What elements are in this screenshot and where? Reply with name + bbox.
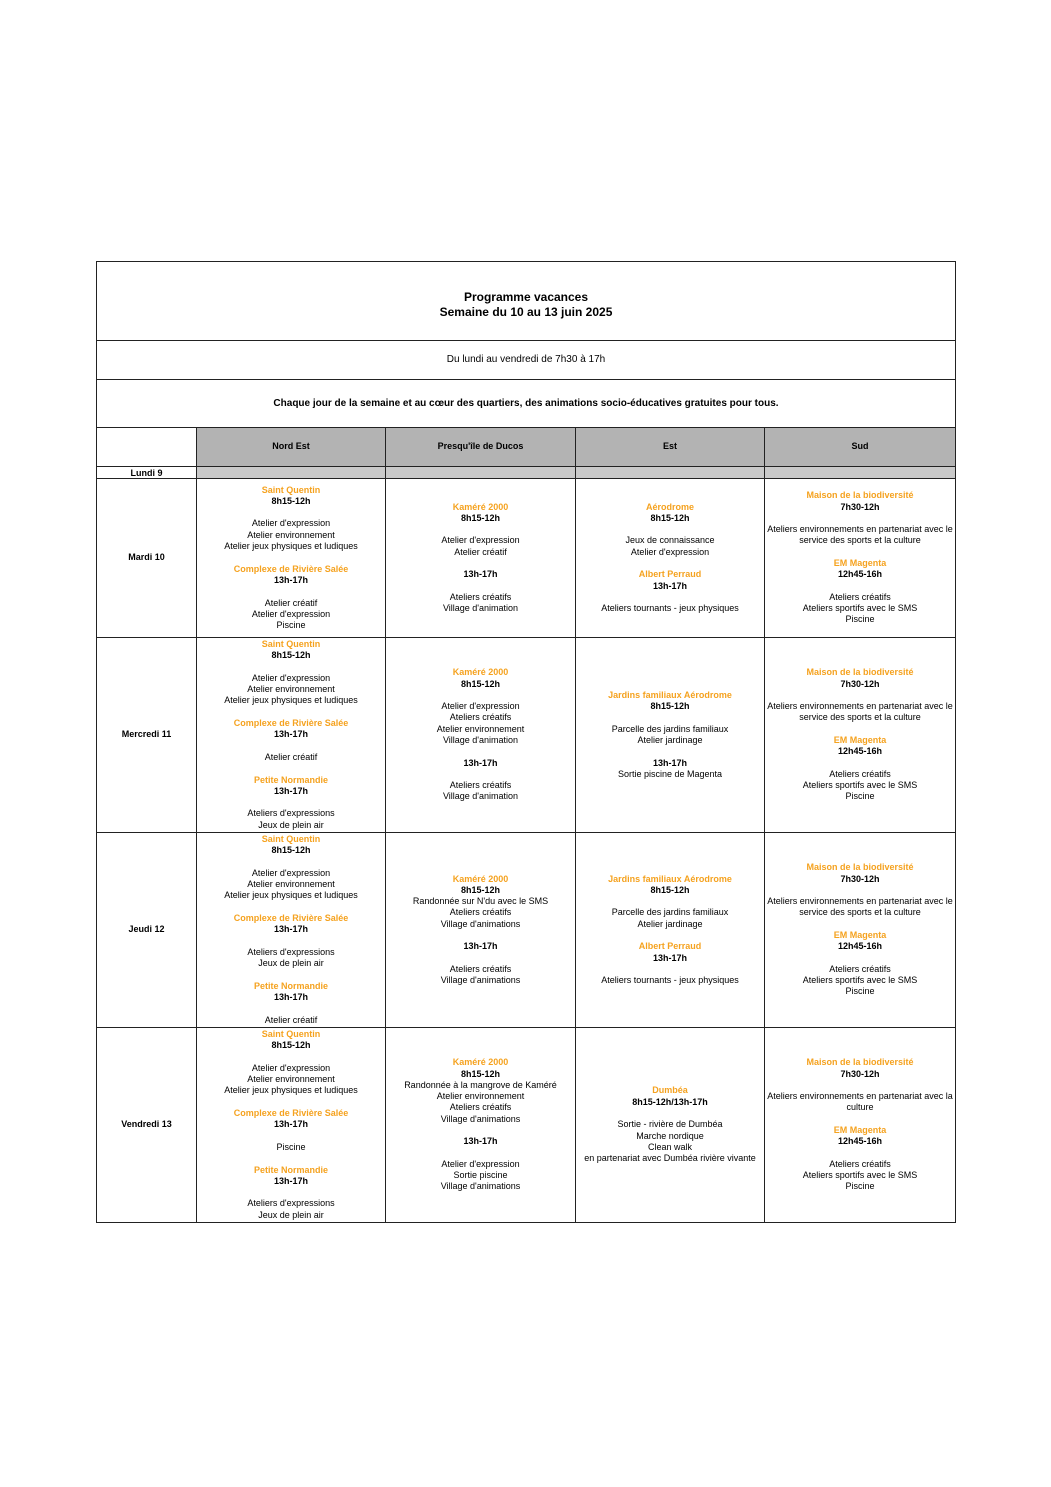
location-name: Albert Perraud <box>638 941 702 952</box>
location-name: Saint Quentin <box>261 484 321 495</box>
activity-item: Village d'animations <box>440 1113 521 1124</box>
schedule-cell-sud <box>765 479 956 638</box>
activity-item: Ateliers sportifs avec le SMS <box>802 780 918 791</box>
spacer <box>197 1003 385 1014</box>
spacer <box>765 581 955 592</box>
title-block <box>97 262 956 341</box>
location-name: EM Magenta <box>833 930 887 940</box>
activity-item: Atelier créatif <box>264 597 318 608</box>
activity-item: Ateliers environnements en partenariat avec le service des sports et la culture <box>767 524 953 546</box>
day-row-mercredi <box>97 638 956 833</box>
schedule-cell-sud <box>765 833 956 1028</box>
activity-item: Jeux de connaissance <box>625 535 715 546</box>
spacer <box>765 885 955 896</box>
location-name: EM Magenta <box>833 558 887 568</box>
spacer <box>386 769 575 780</box>
activity-item: Marche nordique <box>636 1130 704 1141</box>
spacer <box>197 1153 385 1164</box>
spacer <box>576 1108 764 1119</box>
location-name: Maison de la biodiversité <box>806 1057 914 1068</box>
day-row-lundi <box>97 467 956 479</box>
spacer <box>765 513 955 524</box>
spacer <box>197 936 385 947</box>
spacer <box>576 558 764 569</box>
time-slot: 13h-17h <box>463 941 498 952</box>
day-label: Mercredi 11 <box>97 638 197 833</box>
location-name: Aérodrome <box>645 501 694 512</box>
time-slot: 13h-17h <box>273 729 308 740</box>
time-slot: 12h45-16h <box>837 746 883 757</box>
spacer <box>386 524 575 535</box>
schedule-cell-est <box>576 467 765 479</box>
time-slot: 8h15-12h <box>460 512 501 523</box>
schedule-cell-ducos <box>386 1028 576 1223</box>
time-slot: 8h15-12h <box>271 495 311 506</box>
spacer <box>197 707 385 718</box>
spacer <box>197 1187 385 1198</box>
location-name: Saint Quentin <box>261 638 321 649</box>
activity-item: Atelier d'expression <box>441 535 520 546</box>
spacer <box>386 690 575 701</box>
location-name: Maison de la biodiversité <box>806 667 914 678</box>
location-name: Saint Quentin <box>261 833 321 844</box>
time-slot: 13h-17h <box>273 1119 308 1130</box>
schedule-cell-nord-est <box>197 833 386 1028</box>
location-name: Complexe de Rivière Salée <box>233 563 349 574</box>
day-row-jeudi <box>97 833 956 1028</box>
spacer <box>197 552 385 563</box>
time-slot: 13h-17h <box>273 924 308 935</box>
activity-item: Atelier d'expression <box>441 1158 520 1169</box>
activity-item: Piscine <box>845 1181 875 1192</box>
schedule-cell-nord-est <box>197 479 386 638</box>
location-name: Dumbéa <box>652 1085 688 1096</box>
activity-item: Atelier environnement <box>247 529 335 540</box>
time-slot: 13h-17h <box>273 785 308 796</box>
spacer <box>765 547 955 558</box>
schedule-cell-nord-est <box>197 638 386 833</box>
spacer <box>197 902 385 913</box>
spacer <box>576 712 764 723</box>
activity-item: Atelier jeux physiques et ludiques <box>224 541 358 552</box>
location-name: EM Magenta <box>833 735 887 745</box>
spacer <box>765 919 955 930</box>
activity-item: Ateliers environnements en partenariat avec la culture <box>767 1091 953 1113</box>
schedule-cell-sud <box>765 1028 956 1223</box>
activity-item: Ateliers créatifs <box>829 591 891 602</box>
spacer <box>765 953 955 964</box>
corner-cell <box>97 428 197 467</box>
time-slot: 7h30-12h <box>840 1068 880 1079</box>
time-slot: 13h-17h <box>273 992 308 1003</box>
time-slot: 8h15-12h <box>650 512 690 523</box>
location-name: EM Magenta <box>833 1125 887 1135</box>
activity-item: Ateliers sportifs avec le SMS <box>802 975 918 986</box>
location-name: Kaméré 2000 <box>452 501 509 512</box>
location-name: Albert Perraud <box>638 569 702 580</box>
opening-hours: Du lundi au vendredi de 7h30 à 17h <box>97 341 956 380</box>
column-header-nord-est: Nord Est <box>197 428 386 467</box>
spacer <box>386 581 575 592</box>
time-slot: 13h-17h <box>652 757 687 768</box>
activity-item: Sortie - rivière de Dumbéa <box>617 1119 723 1130</box>
activity-item: Atelier d'expression <box>630 546 710 557</box>
activity-item: Ateliers d'expressions <box>247 946 335 957</box>
location-name: Petite Normandie <box>253 774 329 785</box>
activity-item: Piscine <box>276 1141 306 1152</box>
day-label: Mardi 10 <box>97 479 197 638</box>
activity-item: Atelier jeux physiques et ludiques <box>224 1085 358 1096</box>
time-slot: 8h15-12h <box>460 1068 501 1079</box>
spacer <box>765 724 955 735</box>
day-label: Jeudi 12 <box>97 833 197 1028</box>
time-slot: 12h45-16h <box>837 1136 883 1147</box>
spacer <box>386 930 575 941</box>
schedule-cell-sud <box>765 467 956 479</box>
time-slot: 8h15-12h <box>650 884 690 895</box>
spacer <box>576 592 764 603</box>
column-header-sud: Sud <box>765 428 956 467</box>
activity-item: Ateliers sportifs avec le SMS <box>802 603 918 614</box>
activity-item: Ateliers créatifs <box>449 1102 512 1113</box>
activity-item: Atelier jardinage <box>637 735 703 745</box>
location-name: Complexe de Rivière Salée <box>233 718 349 729</box>
location-name: Jardins familiaux Aérodrome <box>608 689 732 700</box>
activity-item: Ateliers créatifs <box>449 907 512 918</box>
time-slot: 8h15-12h <box>271 845 311 856</box>
spacer <box>197 662 385 673</box>
activity-item: Ateliers créatifs <box>449 963 512 974</box>
spacer <box>386 558 575 569</box>
schedule-cell-sud <box>765 638 956 833</box>
location-name: Petite Normandie <box>253 980 329 991</box>
spacer <box>576 964 764 975</box>
location-name: Kaméré 2000 <box>452 1057 509 1068</box>
activity-item: Jeux de plein air <box>258 819 324 830</box>
activity-item: Piscine <box>845 791 875 802</box>
activity-item: Village d'animation <box>442 603 519 614</box>
activity-item: Ateliers environnements en partenariat avec le service des sports et la culture <box>767 896 953 918</box>
activity-item: Atelier d'expression <box>251 608 331 619</box>
activity-item: Ateliers créatifs <box>449 712 512 723</box>
page-title: Programme vacances <box>463 290 589 304</box>
day-label: Lundi 9 <box>97 467 197 479</box>
activity-item: Atelier jardinage <box>637 918 703 929</box>
spacer <box>197 586 385 597</box>
schedule-cell-est <box>576 479 765 638</box>
activity-item: Ateliers créatifs <box>829 1158 891 1169</box>
activity-item: Ateliers d'expressions <box>247 808 335 819</box>
activity-item: Atelier créatif <box>264 751 318 762</box>
activity-item: Piscine <box>845 614 875 625</box>
location-name: Jardins familiaux Aérodrome <box>608 873 732 884</box>
activity-item: Ateliers créatifs <box>829 963 891 974</box>
time-slot: 8h15-12h/13h-17h <box>632 1096 708 1107</box>
location-name: Maison de la biodiversité <box>806 862 914 873</box>
activity-item: Atelier créatif <box>264 1014 318 1025</box>
time-slot: 8h15-12h <box>460 884 501 895</box>
schedule-cell-ducos <box>386 467 576 479</box>
spacer <box>386 1148 575 1159</box>
spacer <box>765 758 955 769</box>
activity-item: Ateliers sportifs avec le SMS <box>802 1170 918 1181</box>
location-name: Complexe de Rivière Salée <box>233 1108 349 1119</box>
location-name: Saint Quentin <box>261 1028 321 1039</box>
time-slot: 8h15-12h <box>460 678 501 689</box>
activity-item: Village d'animation <box>442 735 519 745</box>
activity-item: en partenariat avec Dumbéa rivière vivante <box>584 1153 756 1164</box>
spacer <box>576 524 764 535</box>
activity-item: Jeux de plein air <box>258 958 324 969</box>
day-row-vendredi <box>97 1028 956 1223</box>
activity-item: Piscine <box>276 620 306 631</box>
column-header-est: Est <box>576 428 765 467</box>
time-slot: 13h-17h <box>652 580 687 591</box>
activity-item: Piscine <box>845 986 875 997</box>
time-slot: 7h30-12h <box>840 873 880 884</box>
day-label: Vendredi 13 <box>97 1028 197 1223</box>
activity-item: Sortie piscine <box>453 1170 508 1181</box>
activity-item: Ateliers environnements en partenariat avec le service des sports et la culture <box>767 701 953 723</box>
activity-item: Atelier jeux physiques et ludiques <box>224 695 358 706</box>
spacer <box>576 930 764 941</box>
spacer <box>197 797 385 808</box>
activity-item: Village d'animations <box>440 1181 521 1192</box>
spacer <box>197 741 385 752</box>
time-slot: 8h15-12h <box>650 701 690 712</box>
page-subtitle: Semaine du 10 au 13 juin 2025 <box>439 305 613 319</box>
activity-item: Ateliers tournants - jeux physiques <box>601 975 739 986</box>
spacer <box>197 970 385 981</box>
activity-item: Ateliers créatifs <box>449 591 512 602</box>
schedule-cell-est <box>576 638 765 833</box>
activity-item: Atelier jeux physiques et ludiques <box>224 890 358 901</box>
spacer <box>765 1114 955 1125</box>
activity-item: Clean walk <box>647 1141 693 1152</box>
schedule-cell-ducos <box>386 479 576 638</box>
activity-item: Atelier environnement <box>436 723 525 734</box>
spacer <box>386 746 575 757</box>
activity-item: Atelier d'expression <box>251 518 331 529</box>
activity-item: Randonnée à la mangrove de Kaméré <box>404 1079 557 1090</box>
activity-item: Ateliers tournants - jeux physiques <box>601 603 739 614</box>
spacer <box>765 1080 955 1091</box>
spacer <box>765 1148 955 1159</box>
schedule-cell-est <box>576 1028 765 1223</box>
activity-item: Atelier d'expression <box>251 672 331 683</box>
time-slot: 13h-17h <box>652 952 687 963</box>
schedule-cell-est <box>576 833 765 1028</box>
time-slot: 12h45-16h <box>837 569 883 580</box>
time-slot: 13h-17h <box>463 757 498 768</box>
time-slot: 7h30-12h <box>840 678 880 689</box>
spacer <box>197 1097 385 1108</box>
spacer <box>197 1131 385 1142</box>
time-slot: 8h15-12h <box>271 650 311 661</box>
activity-item: Atelier environnement <box>247 684 335 695</box>
spacer <box>197 763 385 774</box>
column-header-row <box>97 428 956 467</box>
spacer <box>765 690 955 701</box>
schedule-cell-ducos <box>386 638 576 833</box>
time-slot: 13h-17h <box>273 1175 308 1186</box>
schedule-cell-nord-est <box>197 1028 386 1223</box>
activity-item: Village d'animations <box>440 918 521 929</box>
activity-item: Atelier créatif <box>454 546 507 557</box>
time-slot: 13h-17h <box>273 574 308 585</box>
spacer <box>197 1052 385 1063</box>
activity-item: Ateliers créatifs <box>449 780 512 791</box>
spacer <box>197 507 385 518</box>
activity-item: Atelier d'expression <box>251 867 331 878</box>
activity-item: Jeux de plein air <box>258 1209 324 1220</box>
activity-item: Randonnée sur N'du avec le SMS <box>412 896 549 907</box>
activity-item: Atelier environnement <box>436 1091 525 1102</box>
time-slot: 8h15-12h <box>271 1040 311 1051</box>
column-header-ducos: Presqu'île de Ducos <box>386 428 576 467</box>
location-name: Petite Normandie <box>253 1164 329 1175</box>
spacer <box>386 953 575 964</box>
time-slot: 7h30-12h <box>840 501 880 512</box>
activity-item: Atelier environnement <box>247 879 335 890</box>
activity-item: Village d'animations <box>440 975 521 986</box>
activity-item: Atelier environnement <box>247 1074 335 1085</box>
activity-item: Atelier d'expression <box>441 701 520 712</box>
spacer <box>576 746 764 757</box>
schedule-cell-nord-est <box>197 467 386 479</box>
location-name: Maison de la biodiversité <box>806 490 914 501</box>
spacer <box>576 896 764 907</box>
day-row-mardi <box>97 479 956 638</box>
activity-item: Atelier d'expression <box>251 1062 331 1073</box>
schedule-cell-ducos <box>386 833 576 1028</box>
activity-item: Parcelle des jardins familiaux <box>611 723 729 734</box>
location-name: Kaméré 2000 <box>452 667 509 678</box>
activity-item: Ateliers créatifs <box>829 768 891 779</box>
location-name: Complexe de Rivière Salée <box>233 913 349 924</box>
activity-item: Village d'animation <box>442 791 519 802</box>
tagline: Chaque jour de la semaine et au cœur des quartiers, des animations socio-éducatives gratuites pour tous. <box>97 380 956 428</box>
spacer <box>386 1125 575 1136</box>
time-slot: 12h45-16h <box>837 941 883 952</box>
activity-item: Sortie piscine de Magenta <box>617 768 723 779</box>
activity-item: Parcelle des jardins familiaux <box>611 907 729 918</box>
activity-item: Ateliers d'expressions <box>247 1198 335 1209</box>
time-slot: 13h-17h <box>463 569 498 580</box>
spacer <box>197 857 385 868</box>
location-name: Kaméré 2000 <box>452 873 509 884</box>
time-slot: 13h-17h <box>463 1136 498 1147</box>
programme-table <box>96 261 956 1223</box>
